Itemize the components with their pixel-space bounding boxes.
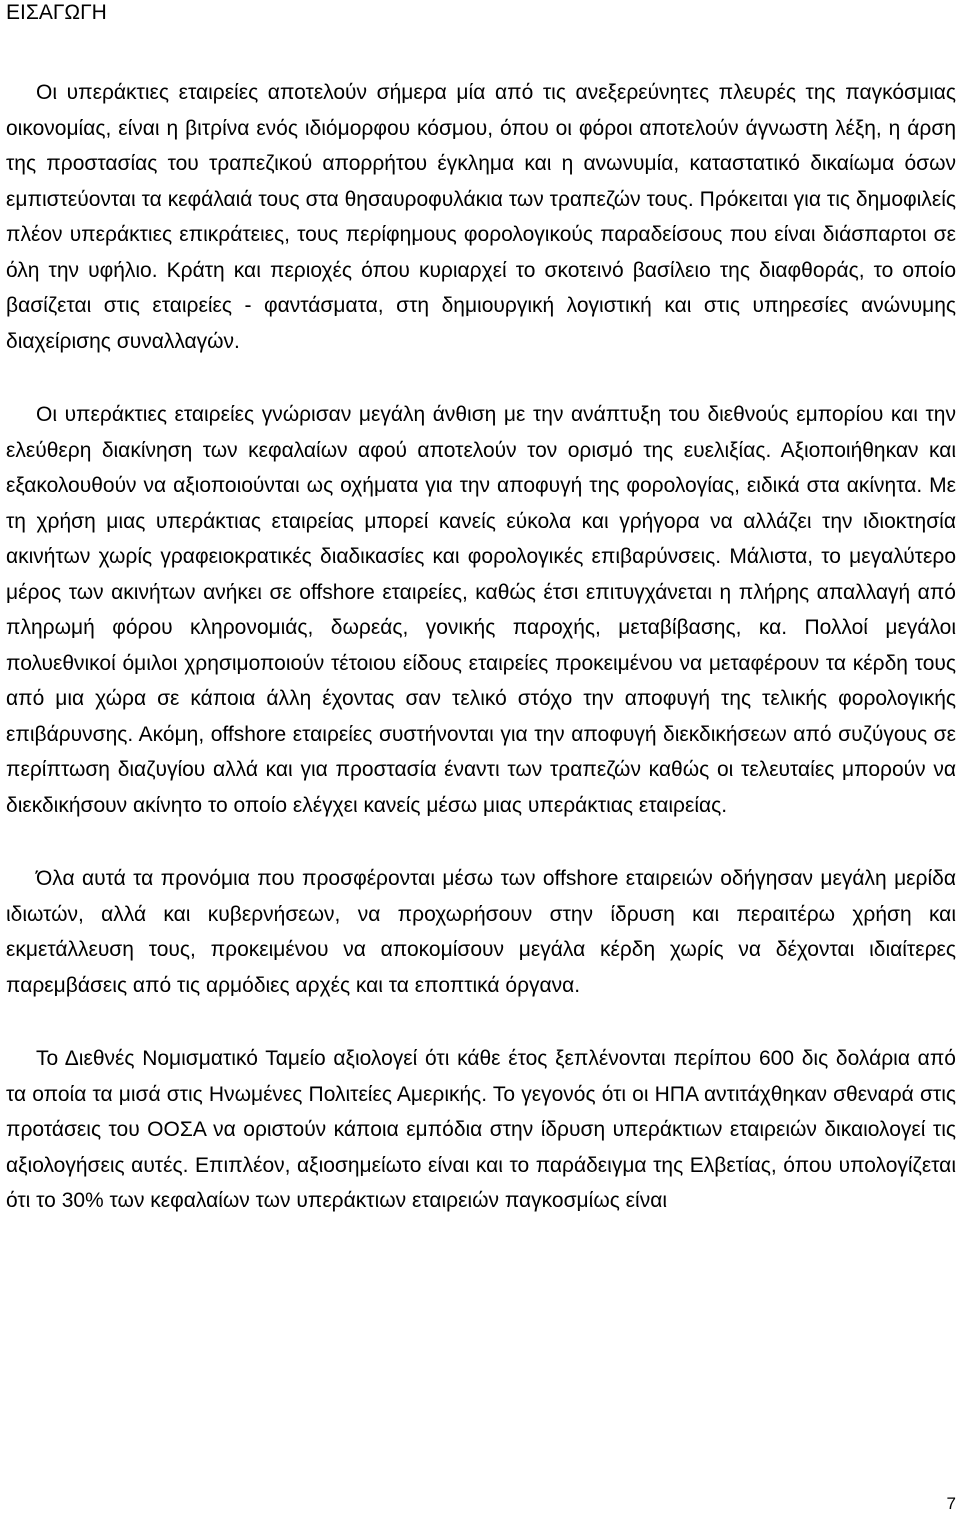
section-heading: ΕΙΣΑΓΩΓΗ [6,1,107,24]
paragraph-intro: Οι υπεράκτιες εταιρείες αποτελούν σήμερα μία από τις ανεξερεύνητες πλευρές της παγκόσμιας οικονομίας, είναι η βιτρίνα ενός ιδιόμορφου κόσμου, όπου οι φόροι αποτελούν άγνωστη λέξη, η άρση της προστασίας του τραπεζικού απορρήτου έγκλημα και η ανωνυμία, καταστατικό δικαίωμα όσων εμπιστεύονται τα κεφάλαιά τους στα θησαυροφυλάκια των τραπεζών τους. Πρόκειται για τις δημοφιλείς πλέον υπεράκτιες επικράτειες, τους περίφημους φορολογικούς παραδείσους που είναι διάσπαρτοι σε όλη την υφήλιο. Κράτη και περιοχές όπου κυριαρχεί το σκοτεινό βασίλειο της διαφθοράς, το οποίο βασίζεται στις εταιρείες - φαντάσματα, στη δημιουργική λογιστική και στις υπηρεσίες ανώνυμης διαχείρισης συναλλαγών. [6,81,956,353]
paragraph-imf: Το Διεθνές Νομισματικό Ταμείο αξιολογεί ότι κάθε έτος ξεπλένονται περίπου 600 δις δολάρια από τα οποία τα μισά στις Ηνωμένες Πολιτείες Αμερικής. Το γεγονός ότι οι ΗΠΑ αντιτάχθηκαν σθεναρά στις προτάσεις του ΟΟΣΑ να οριστούν κάποια εμπόδια στην ίδρυση υπεράκτιων εταιρειών δικαιολογεί τις αξιολογήσεις αυτές. Επιπλέον, αξιοσημείωτο είναι και το παράδειγμα της Ελβετίας, όπου υπολογίζεται ότι το 30% των κεφαλαίων των υπεράκτιων εταιρειών παγκοσμίως είναι [6,1047,956,1212]
paragraph-offshore-growth: Οι υπεράκτιες εταιρείες γνώρισαν μεγάλη άνθιση με την ανάπτυξη του διεθνούς εμπορίου και την ελεύθερη διακίνηση των κεφαλαίων αφού αποτελούν τον ορισμό της ευελιξίας. Αξιοποιήθηκαν και εξακολουθούν να αξιοποιούνται ως οχήματα για την αποφυγή της φορολογίας, ειδικά στα ακίνητα. Με τη χρήση μιας υπεράκτιας εταιρείας μπορεί κανείς εύκολα και γρήγορα να αλλάζει την ιδιοκτησία ακινήτων χωρίς γραφειοκρατικές διαδικασίες και φορολογικές επιβαρύνσεις. Μάλιστα, το μεγαλύτερο μέρος των ακινήτων ανήκει σε offshore εταιρείες, καθώς έτσι επιτυγχάνεται η πλήρης απαλλαγή από πληρωμή φόρου κληρονομιάς, δωρεάς, γονικής παροχής, μεταβίβασης, κα. Πολλοί μεγάλοι πολυεθνικοί όμιλοι χρησιμοποιούν τέτοιου είδους εταιρείες προκειμένου να μεταφέρουν τα κέρδη τους από μια χώρα σε κάποια άλλη έχοντας σαν τελικό στόχο την αποφυγή της τελικής φορολογικής επιβάρυνσης. Ακόμη, offshore εταιρείες συστήνονται για την αποφυγή διεκδικήσεων από συζύγους σε περίπτωση διαζυγίου αλλά και για προστασία έναντι των τραπεζών καθώς οι τελευταίες μπορούν να διεκδικήσουν ακίνητο το οποίο ελέγχει κανείς μέσω μιας υπεράκτιας εταιρείας. [6,403,956,817]
paragraph-privileges: Όλα αυτά τα προνόμια που προσφέρονται μέσω των offshore εταιρειών οδήγησαν μεγάλη μερίδα ιδιωτών, αλλά και κυβερνήσεων, να προχωρήσουν στην ίδρυση και περαιτέρω χρήση και εκμετάλλευση τους, προκειμένου να αποκομίσουν μεγάλα κέρδη χωρίς να δέχονται ιδιαίτερες παρεμβάσεις από τις αρμόδιες αρχές και τα εποπτικά όργανα. [6,867,956,997]
page-number: 7 [946,1494,956,1513]
document-body [6,75,956,1257]
